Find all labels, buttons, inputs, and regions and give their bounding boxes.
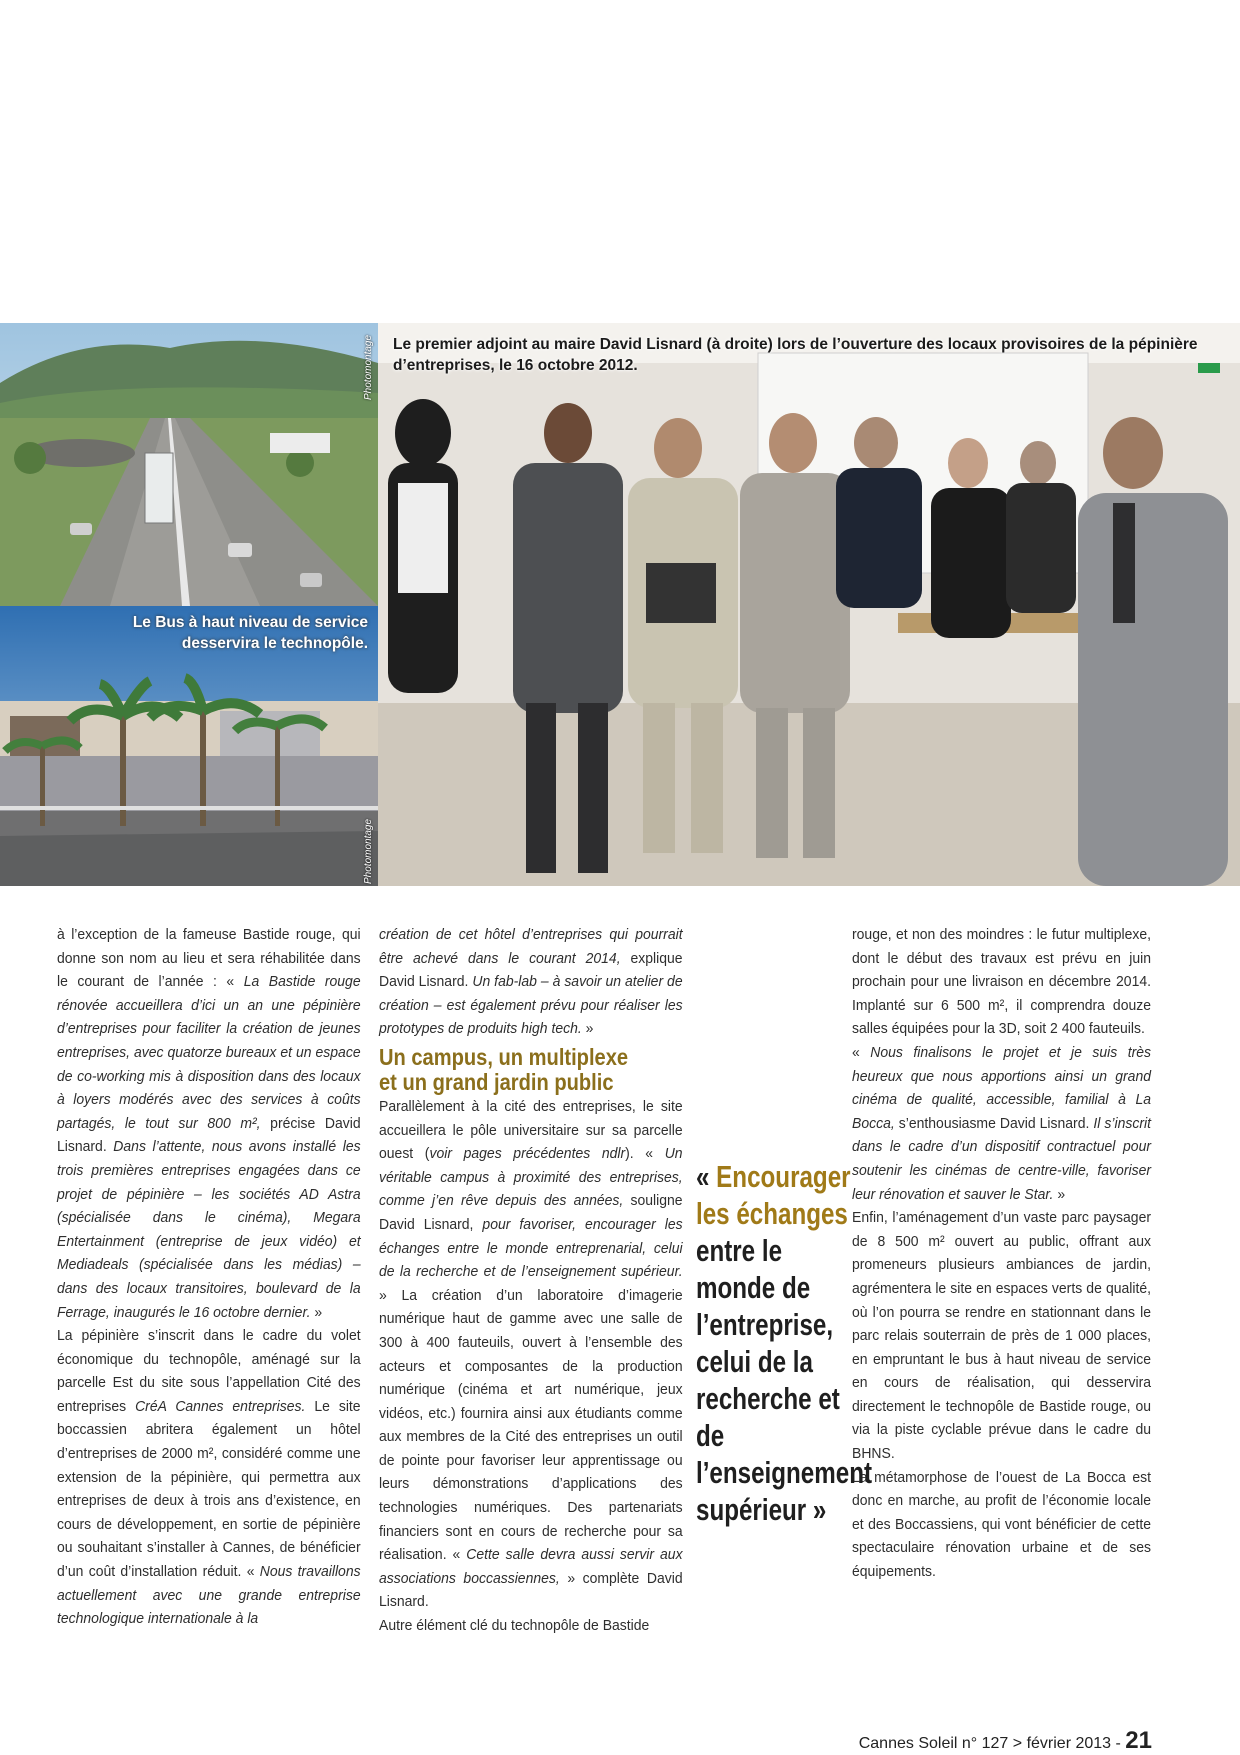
col2-quote-c: Un véritable campus à proximité des entreprises, comme j’en rêve depuis des années, <box>379 1145 683 1210</box>
col2-text-c: Parallèlement à la cité des entreprises, le site accueillera le pôle universitaire sur sa parcelle ouest ( <box>379 1097 683 1163</box>
photo-credit-palm: Photomontage <box>363 818 374 884</box>
section-heading-line-2: et un grand jardin public <box>379 1068 614 1095</box>
col1-text-e: Le site boccassien abritera également un hôtel d’entreprises de 2000 m², considéré comme une extension de la pépinière, qui permettra aux entreprises de deux à trois ans d’existence, en cours de développement, en sortie de pépinière ou souhaitant s’installer à Cannes, de bénéficier d’un coût d’installation réduit. « <box>57 1397 361 1581</box>
bus-caption-line-2: desservira le technopôle. <box>181 635 368 652</box>
col3-paragraph-3: Enfin, l’aménagement d’un vaste parc paysager de 8 500 m² ouvert au public, offrant aux promeneurs plusieurs ambiances de jardin, agrémentera le site en espaces verts de qualité, où l’on pourra se rendre en stationnant dans le parc relais souterrain de près de 1 000 places, en empruntant le bus à haut niveau de service en cours de réalisation, qui desservira directement le technopôle de Bastide rouge, ou via la piste cyclable prévue dans le cadre du BHNS. <box>852 1209 1151 1463</box>
col1-text-c: » <box>314 1303 323 1321</box>
col2-quote-b: Un fab-lab – à savoir un atelier de création – est également prévu pour réaliser les prototypes de produits high tech. <box>379 973 683 1038</box>
column-1 <box>57 923 361 1631</box>
pull-quote <box>696 1158 873 1528</box>
col3-quote-b: Il s’inscrit dans le cadre d’un dispositif contractuel pour soutenir les cinémas de centre-ville, favoriser leur rénovation et sauver le Star. <box>852 1114 1151 1203</box>
col2-quote-e: Cette salle devra aussi servir aux associations boccassiennes, <box>379 1546 683 1587</box>
col1-text-a: à l’exception de la fameuse Bastide rouge, qui donne son nom au lieu et sera réhabilitée dans le courant de l’année : « <box>57 926 361 991</box>
column-3 <box>852 923 1151 1584</box>
main-caption <box>393 334 1233 376</box>
col3-paragraph-2 <box>852 1041 1151 1206</box>
col1-text-d: La pépinière s’inscrit dans le cadre du volet économique du technopôle, aménagé sur la parcelle Est du site sous l’appellation Cité des entreprises <box>57 1327 361 1415</box>
col2-text-f: » La création d’un laboratoire d’imagerie numérique haut de gamme avec une salle de 300 à 400 fauteuils, ouvert à l’ensemble des acteurs et composantes de la production numérique (cinéma et art numérique, jeux vidéos, etc.) fournira ainsi aux étudiants comme aux membres de la Cité des entreprises un outil de pointe pour favoriser leur apprentissage ou leurs démonstrations d’applications des technologies numériques. Des partenariats financiers sont en cours de recherche pour sa réalisation. « <box>379 1286 683 1564</box>
page-footer <box>859 1727 1152 1755</box>
bus-caption-line-1: Le Bus à haut niveau de service <box>132 614 368 631</box>
col1-quote-c: Nous travaillons actuellement avec une grande entreprise technologique internationale à la <box>57 1563 361 1628</box>
pull-quote-highlight-1: Encourager <box>716 1159 851 1194</box>
col1-text-b: précise David Lisnard. <box>57 1114 361 1156</box>
bus-photo <box>0 323 378 606</box>
col1-paragraph-1 <box>57 923 361 1324</box>
footer-separator: > <box>1012 1735 1023 1752</box>
col1-brand: CréA Cannes entreprises. <box>135 1397 306 1415</box>
col1-quote-a: La Bastide rouge rénovée accueillera d’ici un an une pépinière d’entreprises pour faciliter la création de jeunes entreprises, avec quatorze bureaux et un espace de co-working mis à disposition dans des locaux à loyers modérés avec des services à coûts partagés, le tout sur 800 m², <box>57 973 361 1132</box>
footer-magazine: Cannes Soleil n° 127 <box>858 1735 1009 1752</box>
main-photo <box>378 323 1240 886</box>
col2-text-g: » complète David Lisnard. <box>379 1569 683 1611</box>
col2-text-e: souligne David Lisnard, <box>379 1192 683 1233</box>
bus-caption <box>118 612 368 654</box>
col2-text-a: explique David Lisnard. <box>379 949 683 991</box>
col2-text-b: » <box>585 1020 594 1038</box>
col3-paragraph-4: La métamorphose de l’ouest de La Bocca est donc en marche, au profit de l’économie locale et des Boccassiens, qui vont bénéficier de cette spectaculaire rénovation urbaine et de ses équipements. <box>852 1468 1151 1581</box>
col3-quote-a: Nous finalisons le projet et je suis très heureux que nous apportions ainsi un grand cinéma de qualité, accessible, familial à La Bocca, <box>852 1043 1151 1132</box>
photo-credit-bus: Photomontage <box>363 334 374 400</box>
col2-text-d: ). « <box>625 1145 654 1163</box>
main-caption-line-1: Le premier adjoint au maire David Lisnard (à droite) lors de l’ouverture des locaux provisoires de la pépinière <box>393 336 1198 353</box>
page-number: 21 <box>1125 1727 1152 1754</box>
col2-quote-a: création de cet hôtel d’entreprises qui pourrait être achevé dans le courant 2014, <box>379 926 683 967</box>
pull-quote-text-1: entre <box>696 1233 756 1268</box>
col2-paragraph-1 <box>379 923 683 1041</box>
col3-paragraph-1: rouge, et non des moindres : le futur multiplexe, dont le début des travaux est prévu en juin prochain pour une livraison en décembre 2014. Implanté sur 6 500 m², il comprendra douze salles équipées pour la 3D, soit 2 400 fauteuils. <box>852 926 1151 1038</box>
col2-quote-d: pour favoriser, encourager les échanges entre le monde entreprenarial, celui de la recherche et de l’enseignement supérieur. <box>379 1215 683 1281</box>
main-caption-line-2: d’entreprises, le 16 octobre 2012. <box>393 357 638 374</box>
col1-paragraph-2 <box>57 1324 361 1631</box>
pull-quote-open: « <box>696 1159 710 1194</box>
pull-quote-highlight-2: les échanges <box>696 1196 848 1231</box>
pull-quote-close: » <box>812 1492 827 1527</box>
col2-note: voir pages précédentes ndlr <box>429 1145 626 1163</box>
col3-text-c: » <box>1057 1185 1066 1203</box>
col3-text-b: s’enthousiasme David Lisnard. <box>898 1114 1090 1132</box>
section-heading-line-1: Un campus, un multiplexe <box>379 1043 629 1070</box>
col2-paragraph-2 <box>379 1095 683 1614</box>
column-2 <box>379 923 683 1638</box>
pull-quote-text-2: le monde de l’entreprise, celui de la recherche et de l’enseignement supérieur <box>696 1233 873 1527</box>
section-heading <box>379 1045 667 1095</box>
footer-date: février 2013 - <box>1026 1735 1121 1752</box>
col2-paragraph-3: Autre élément clé du technopôle de Bastide <box>379 1617 650 1635</box>
col1-quote-b: Dans l’attente, nous avons installé les trois premières entreprises engagées dans ce projet de pépinière – les sociétés AD Astra (spécialisée dans le cinéma), Megara Entertainment (entreprise de jeux vidéo) et Mediadeals (spécialisée dans les médias) – dans des locaux transitoires, boulevard de la Ferrage, inaugurés le 16 octobre dernier. <box>57 1138 361 1321</box>
col3-text-a: « <box>852 1043 860 1061</box>
